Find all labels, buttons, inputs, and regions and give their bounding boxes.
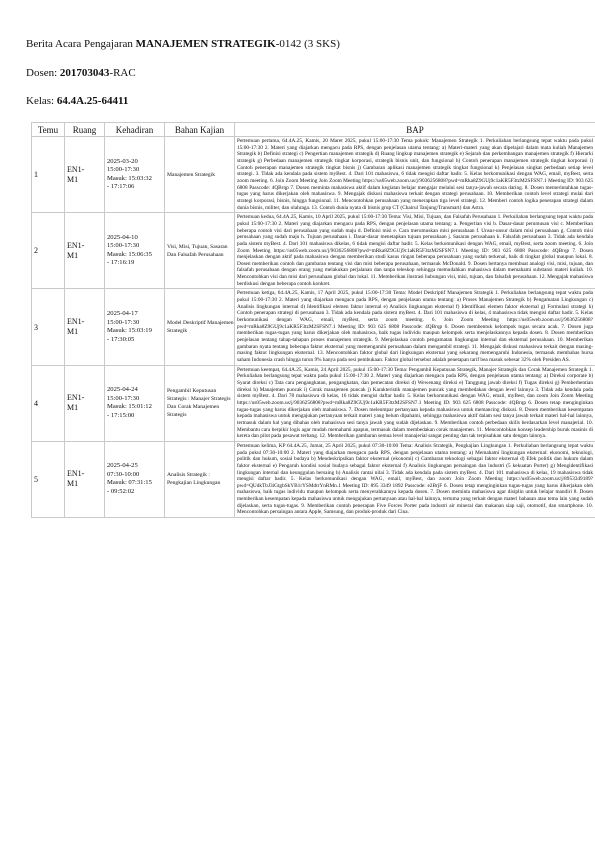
ruang-cell <box>65 365 105 441</box>
header-ruang: Ruang <box>65 123 105 137</box>
ruang-cell <box>65 137 105 213</box>
bap-table <box>31 122 595 518</box>
temu-cell: 3 <box>32 289 65 365</box>
keluar: - 17:30:05 <box>107 335 135 343</box>
header-bahan-kajian: Bahan Kajian <box>165 123 235 137</box>
dosen-line <box>26 67 136 80</box>
ruang-part: EN1- <box>67 317 85 327</box>
keluar: - 17:17:06 <box>107 183 135 191</box>
masuk: Masuk: 07:31:15 <box>107 479 152 487</box>
keluar: - 17:16:19 <box>107 259 135 267</box>
bahan-cell: Visi, Misi, Tujuan, Sasaran Dan Falsafah Perusahaan <box>165 213 235 289</box>
bap-cell: Pertemuan kelima, KP 64.4A.25, Jumat, 25 April 2025, pukul 07:30-10:00 Tema: Analisis Strategik, Pengkajian Lingkungan 1. Perkuliahan berlangsung tepat waktu pada pukul 07:30-10:00 2. Materi yang diajarkan mengacu pada RPS, dengan penjelasan utama tentang: a) Memahami lingkungan eksternal: ekonomi, teknologi, politik dan hukum, sosial budaya b) Mendeskripsikan faktor eksternal (ekonomi) c) Gambaran teknologi sebagai faktor eksternal d) Efek politik dan hukum dalam faktor eksternal e) Pengaruh kondisi sosial budaya sebagai faktor eksternal f) Analisis lingkungan persaingan dan industri (5 kekuatan Porter) g) Mengidentifikasi lingkungan internal dan keunggulan bersaing h) Analisis rantai nilai 3. Tidak ada kendala pada sistem myBest. 4. Dari 101 mahasiswa di kelas, 19 mahasiswa tidak mengisi daftar hadir. 5. Kelas berkomunikasi dengan WAG, email, myBest, dan zoom Join Zoom Meeting https://us05web.zoom.us/j/8953349189?pwd=QUdkTbJ3iGtgbSkYB1rYSMdtrYnRMn.1 Meeting ID: 895 3349 1892 Passcode: e2BrjF 6. Dosen tetap menginginkan tugas-tugas yang harus dikerjakan oleh mahasiswa, baik tugas individu maupun kelompok serta menyerahkannya kepada dosen. 7. Dosen meminta mahasiswa agar disiplin untuk belajar mandiri 8. Dosen memberikan kesempatan kepada mahasiswa untuk mengajukan pertanyaan atau hal-hal lainnya, tertuma yang terkait dengan materi bahasan atau tema lain yang sudah dijelaskan, serta tugas-tugas. 9. Memberikan contoh penerapan Five Forces Porter pada industri air mineral dan makanan siap saji, otomotif, dan smartphone. 10. Mencontohkan persaingan antara Apple, Samsung, dan produk-produk dari Cina. <box>235 441 595 517</box>
ruang-part: M1 <box>67 403 79 413</box>
temu-cell: 2 <box>32 213 65 289</box>
tanggal: 2025-04-17 <box>107 310 138 318</box>
temu-cell: 1 <box>32 137 65 213</box>
table-row <box>32 441 595 517</box>
keluar: - 17:15:00 <box>107 411 135 419</box>
ruang-part: EN1- <box>67 164 85 174</box>
bahan-cell: Model Deskriptif Manajemen Strategik <box>165 289 235 365</box>
ruang-part: M1 <box>67 174 79 184</box>
kehadiran-cell <box>105 137 165 213</box>
table-row <box>32 213 595 289</box>
line-prefix: Berita Acara Pengajaran <box>26 38 136 50</box>
table-row <box>32 365 595 441</box>
masuk: Masuk: 15:03:32 <box>107 174 152 182</box>
ruang-cell <box>65 213 105 289</box>
ruang-cell <box>65 289 105 365</box>
keluar: - 09:52:02 <box>107 487 135 495</box>
masuk: Masuk: 15:03:19 <box>107 327 152 335</box>
kehadiran-cell <box>105 289 165 365</box>
tanggal: 2025-04-25 <box>107 462 138 470</box>
dosen-code: -RAC <box>109 67 136 79</box>
ruang-part: EN1- <box>67 469 85 479</box>
dosen-label: Dosen: <box>26 67 60 79</box>
masuk: Masuk: 15:06:35 <box>107 250 152 258</box>
jam: 07:30-10:00 <box>107 470 140 478</box>
course-code: -0142 (3 SKS) <box>275 38 340 50</box>
header-temu: Temu <box>32 123 65 137</box>
tanggal: 2025-04-24 <box>107 386 138 394</box>
bahan-cell: Pengambil Keputusan Strategis : Manajer Strategis Dan Corak Manajemen Strategis <box>165 365 235 441</box>
course-name: MANAJEMEN STRATEGIK <box>135 38 276 50</box>
tanggal: 2025-03-20 <box>107 157 138 165</box>
bahan-cell: Analisis Strategik : Pengkajian Lingkungan <box>165 441 235 517</box>
bahan-cell: Manajemen Strategik <box>165 137 235 213</box>
dosen-id: 201703043 <box>59 67 110 79</box>
temu-cell: 4 <box>32 365 65 441</box>
kelas-label: Kelas: <box>26 95 57 107</box>
ruang-part: M1 <box>67 250 79 260</box>
bap-cell: Pertemuan keempat, 64.4A.25, Kamis, 24 April 2025, pukul 15:00-17:30 Tema: Pengambil Keputusan Strategik, Manajer Strategik dan Corak Manajemen Strategik 1. Perkuliahan berlangsung tepat waktu pada pukul 15:00-17:30 2. Materi yang diajarkan mengacu pada RPS, dengan penjelasan utama tentang: a) Direksi corporate b) Syarat direksi c) Tata cara pengangkatan, pengangkatan, dan pemecatan direksi d) Wewenang direksi e) Tanggung jawab direksi f) Tugas direksi g) Pemberhentian direksi h) Manajemen puncak i) Corak manajemen puncak j) Karakteristik manajemen puncak yang membedakan dengan level lainnya 3. Tidak ada kendala pada sistem myBest. 4. Dari 78 mahasiswa di kelas, 16 tidak mengisi daftar hadir. 5. Kelas berkomunikasi dengan WAG, email, myBest, dan zoom Join Zoom Meeting https://us05web.zoom.us/j/9036256808?pwd=mRka8Z9GUj9c1aKR5F3tzM2SFSN7.1 Meeting ID: 903 625 6808 Passcode: 4QBrqp 6. Dosen tetap menginginkan tugas-tugas yang harus dikerjakan oleh mahasiswa. 7. Dosen meleumpar pertanyaan kepada mahasiswa untuk memancing diskusi. 8. Dosen memberikan kesempatan kepada mahasiswa untuk mengajukan pertanyaan terkait materi yang belum dipahami, sehingga mahasiswa aktif dalam sesi tanya jawab terkait materi hal-hal lainnya, termasuk dalam hal yang dibahas oleh mahasiswa sesi tanya jawab yang sudah dijelaskan. 9. Memberikan contoh perbedaan skills berdasarkan level manajerial. 10. Membantu cara berpikir logis agar mudah memahami apapun, termasuk dalam membedakan corak manajemen. 11. Mencontohkan konsep leadership buruk masinis di kereta dan pilot pada pesawat terbang. 12. Memberikan gambaran semua level manajerial sangat penting dan tak terpisahkan satu dengan lainnya. <box>235 365 595 441</box>
ruang-part: M1 <box>67 479 79 489</box>
jam: 15:00-17:30 <box>107 166 140 174</box>
jam: 15:00-17:30 <box>107 242 140 250</box>
jam: 15:00-17:30 <box>107 394 140 402</box>
masuk: Masuk: 15:01:12 <box>107 403 152 411</box>
header-bap: BAP <box>235 123 595 137</box>
ruang-cell <box>65 441 105 517</box>
kelas-line <box>26 95 128 108</box>
temu-cell: 5 <box>32 441 65 517</box>
ruang-part: M1 <box>67 327 79 337</box>
table-row <box>32 137 595 213</box>
table-header-row <box>32 123 595 137</box>
jam: 15:00-17:30 <box>107 318 140 326</box>
kehadiran-cell <box>105 213 165 289</box>
kelas-id: 64.4A.25-64411 <box>56 95 129 107</box>
kehadiran-cell <box>105 441 165 517</box>
tanggal: 2025-04-10 <box>107 233 138 241</box>
bap-cell: Pertemuan ketiga, 64.4A.25, Kamis, 17 April 2025, pukul 15:00-17:30 Tema: Model Deskriptif Manajemen Strategik 1. Perkuliahan berlangsung tepat waktu pada pukul 15:00-17:30 2. Materi yang diajarkan mengacu pada RPS, dengan penjelasan utama tentang: a) Proses Manajemen Strategik b) Pengamatan Lingkungan c) Analisis lingkungan internal d) Identifikasi elemen faktor internal e) Analisis lingkungan eksternal f) Identifikasi elemen faktor eksternal g) Formulasi strategi h) Contoh penerapan strategi di perusahaan 3. Tidak ada kendala pada sistem myBest. 4. Dari 101 mahasiswa di kelas, 4 mahasiswa tidak mengisi daftar hadir. 5. Kelas berkomunikasi dengan WAG, email, myBest, serta zoom meeting. 6. Join Zoom Meeting https://us05web.zoom.us/j/9036256808?pwd=mRka8Z9GUj9c1aKR5F3tzM2SFSN7.1 Meeting ID: 903 625 6808 Passcode: 4QBrqp 6. Dosen membentuk kelompok tugas secara acak. 7. Dosen juga memberikan tugas-tugas yang harus dikerjakan oleh mahasiswa, baik tugas individu maupun kelompok serta menjelaskannya kepada dosen. 8. Dosen memberikan penjelasan tentang tahap-tahapan proses manajemen strategik. 9. Menjelaskan contoh pengamatan lingkungan internal dan eksternal perusahaan. 10. Memberikan gambaran nyata tentang beberapa faktor eksternal yang memengaruhi perusahaan dalam mengambil strategi. 11. Mengajak diskusi mahasiswa terkait dengan masing-masing faktor lingkungan eksternal. 13. Mencontohkan faktor global dari lingkungan eksternal yang sekarang memengaruhi Indonesia, termasuk membahas bursa saham Indonesia crash hingga turun 9% hanya pada sesi pembukaan. Faktor global tersebut adalah penetapan tarif bea masuk sebesar 32% oleh Presiden AS. <box>235 289 595 365</box>
table-row <box>32 289 595 365</box>
bap-cell: Pertemuan kedua, 64.4A.25, Kamis, 10 April 2025, pukul 15:00-17:30 Tema: Visi, Misi, Tujuan, dan Falsafah Perusahaan 1. Perkuliahan berlangsung tepat waktu pada pukul 15:00-17:30 2. Materi yang diajarkan mengacu pada RPS, dengan penjelasan utama tentang: a. Pengertian visi b. Dasar-dasar perumusan visi c. Memberikan beberapa contoh visi dari perusahaan yang sudah maju d. Definisi misi e. Cara merumuskan misi perusahaan f. Unsur-unsur dalam misi perusahaan g. Contoh misi perusahaan yang sudah maju h. Tujuan perusahaan i. Dasar-dasar menetapkan tujuan perusahaan j. Sasaran perusahaan k. Falsafah perusahaan 3. Tidak ada kendala pada sistem myBest. 4. Dari 101 mahasiswa dikelas, 6 tidak mengisi daftar hadir. 5. Kelas berkomunikasi dengan WAG, email, myBest, serta zoom meeting. 6. Join Zoom Meeting https://us05web.zoom.us/j/9036256808?pwd=mRka8Z9GUj9c1aKR5F3tzM2SFSN7.1 Meeting ID: 903 625 6808 Passcode: 4QBrqp 7. Dosen menjelaskan dengan aktif pada mahasiswa dengan memberikan studi kasus ringan beberapa perusahaan yang sudah terkenal, baik di tingkat global maupun lokal. 8. Dosen memberikan contoh dan gambaran tentang visi dan misi beberapa perusahaan, termasuk McDonald. 9. Dosen bertanya membuat analogi visi, misi, tujuan, dan falsafah perusahaan dengan orang yang melakukan perjalanan dan tanpa teleskop sehingga memudahkan mahasiswa dalam memahami substansi materi kuliah. 10. Mencontohkan visi dan misi dari perusahaan global dan lokal. 11. Memberikan ilustrasi hubungan visi, misi, tujuan, dan falsafah perusahaan. 12. Mengajak mahasiswa berdiskusi dengan beberapa contoh konkret. <box>235 213 595 289</box>
ruang-part: EN1- <box>67 240 85 250</box>
header-kehadiran: Kehadiran <box>105 123 165 137</box>
ruang-part: EN1- <box>67 393 85 403</box>
bap-cell: Pertemuan pertama, 64.4A.25, Kamis, 20 Maret 2025, pukul 15:00-17:30 Tema pokok: Manajemen Strategik 1. Perkuliahan berlangsung tepat waktu pada pukul 15:00-17:30 2. Materi yang diajarkan mengacu pada RPS, dengan penjelasan utama tentang: a) Materi-materi yang akan dipelajari dalam mata kuliah Manajemen Strategik b) Definisi strategi c) Pengertian manajemen strategik d) Ruang lingkup manajemen strategik e) Sejarah dan perkembangan manajemen strategik f) Hierarki strategik g) Perbedaan manajemen strategik tingkat korporasi, strategik bisnis unit, dan fungsional h) Contoh penerapan manajemen strategik tingkat korporasi i) Contoh penerapan manajemen strategik tingkat bisnis j) Gambaran aplikasi manajemen strategik tingkat fungsional k) Penjelasan singkat perbedaan setiap level strategi. 3. Tidak ada kendala pada sistem myBest. 4. Dari 101 mahasiswa, 6 tidak mengisi daftar hadir. 5. Kelas berkomunikasi dengan WAG, email, myBest, serta zoom meeting. 6. Join Zoom Meeting Join Zoom Meeting https://us05web.zoom.us/j/9036256808?pwd=mRka8Z9GUj9c1aKR5F3tzM2SFSN7.1 Meeting ID: 903 625 6808 Passcode: 4QBrqp 7. Dosen meminta mahasiswa aktif dalam kegiatan belajar mengajar melalui sesi tanya-jawab secara daring. 8. Dosen memerintahkan tugas-tugas yang harus dikerjakan oleh mahasiswa. 9. Mengajak diskusi mahasiswa terkait dengan strategi perusahaan. 10. Memberikan contoh level strategi mulai dari strategi korporasi, bisnis, hingga fungsional. 11. Mencontohkan perusahaan yang menerapkan tiga level strategi. 12. Memberi contoh logika penerapan strategi dalam dunia bisnis, militer, dan olahraga. 13. Contoh dunia nyata di bisnis grup CT (Chairul Tanjung/Transmart) dan Astra. <box>235 137 595 213</box>
kehadiran-cell <box>105 365 165 441</box>
course-line <box>26 38 340 51</box>
